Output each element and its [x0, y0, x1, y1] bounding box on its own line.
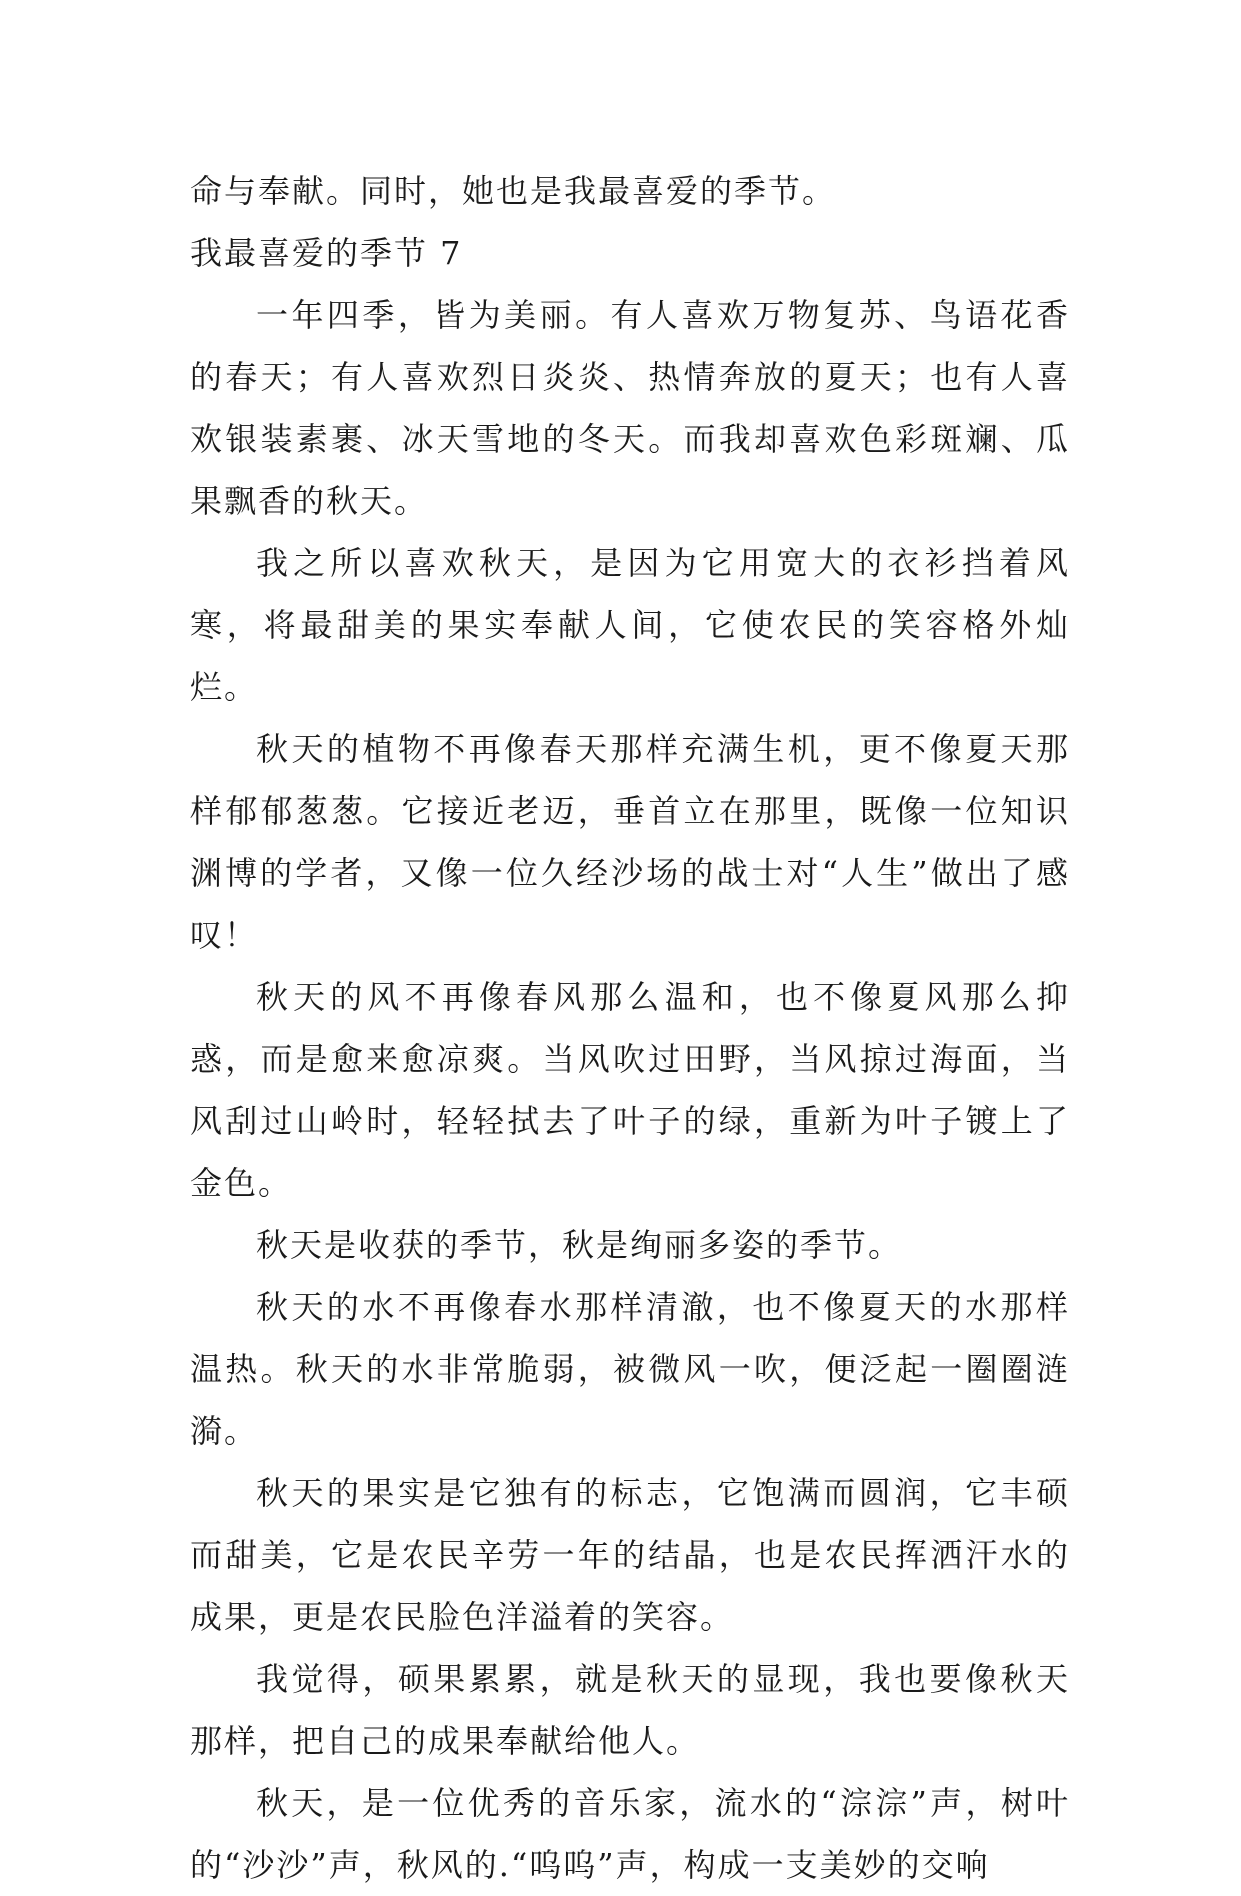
paragraph: 秋天是收获的季节，秋是绚丽多姿的季节。	[256, 1226, 903, 1264]
paragraph: 秋天的果实是它独有的标志，它饱满而圆润，它丰硕而甜美，它是农民辛劳一年的结晶，也是农民挥洒汗水的成果，更是农民脸色洋溢着的笑容。	[190, 1474, 1070, 1636]
paragraph: 秋天的水不再像春水那样清澈，也不像夏天的水那样温热。秋天的水非常脆弱，被微风一吹，便泛起一圈圈涟漪。	[190, 1288, 1070, 1450]
paragraph: 我之所以喜欢秋天，是因为它用宽大的衣衫挡着风寒，将最甜美的果实奉献人间，它使农民的笑容格外灿烂。	[190, 544, 1070, 706]
section-heading: 我最喜爱的季节 7	[190, 234, 463, 272]
document-body	[190, 160, 1070, 1896]
paragraph: 我觉得，硕果累累，就是秋天的显现，我也要像秋天那样，把自己的成果奉献给他人。	[190, 1660, 1070, 1760]
continuation-text: 命与奉献。同时，她也是我最喜爱的季节。	[190, 172, 837, 210]
paragraph: 一年四季，皆为美丽。有人喜欢万物复苏、鸟语花香的春天；有人喜欢烈日炎炎、热情奔放的夏天；也有人喜欢银装素裹、冰天雪地的冬天。而我却喜欢色彩斑斓、瓜果飘香的秋天。	[190, 296, 1070, 520]
paragraph: 秋天的风不再像春风那么温和，也不像夏风那么抑惑，而是愈来愈凉爽。当风吹过田野，当风掠过海面，当风刮过山岭时，轻轻拭去了叶子的绿，重新为叶子镀上了金色。	[190, 978, 1070, 1202]
paragraph: 秋天，是一位优秀的音乐家，流水的“淙淙”声，树叶的“沙沙”声，秋风的.“呜呜”声，构成一支美妙的交响	[190, 1784, 1070, 1884]
paragraph: 秋天的植物不再像春天那样充满生机，更不像夏天那样郁郁葱葱。它接近老迈，垂首立在那里，既像一位知识渊博的学者，又像一位久经沙场的战士对“人生”做出了感叹！	[190, 730, 1070, 954]
